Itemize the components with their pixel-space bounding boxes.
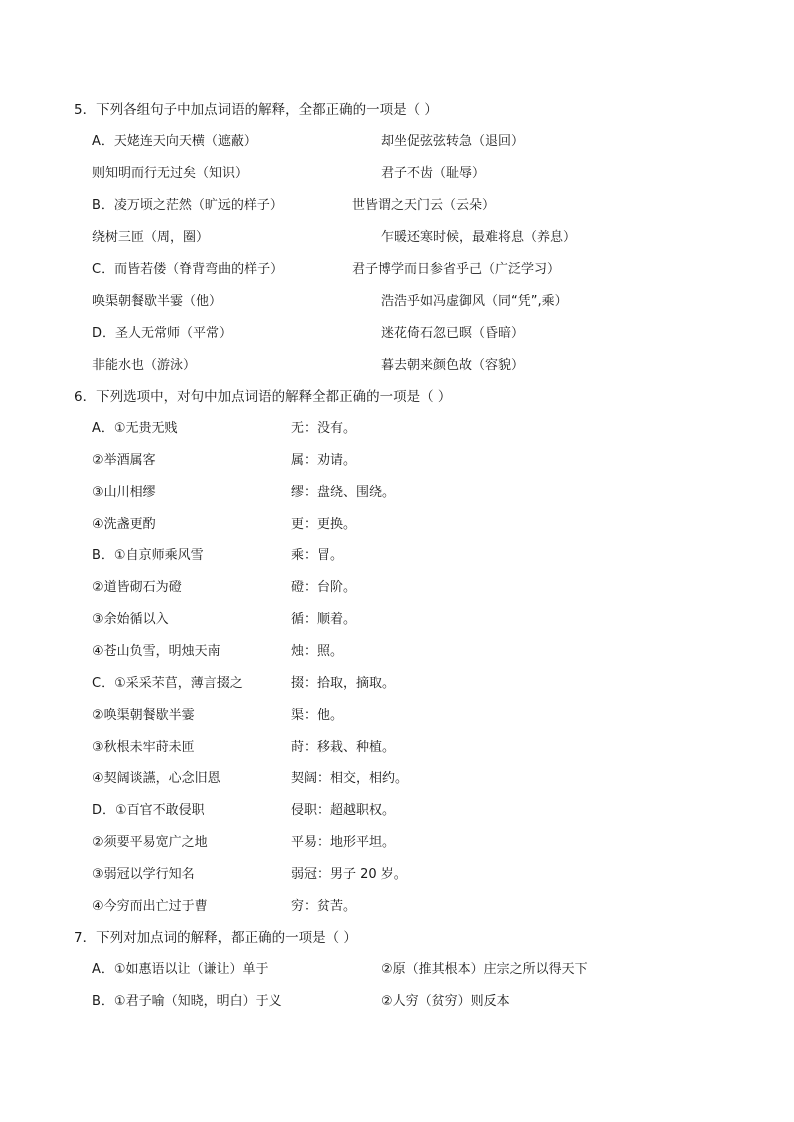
q5-option-d-left-2: 非能水也（游泳） — [92, 358, 197, 373]
q6-row-sentence: ③弱冠以学行知名 — [92, 867, 195, 882]
q6-row-sentence: ④苍山负雪，明烛天南 — [92, 644, 221, 659]
q6-row-gloss: 更：更换。 — [291, 517, 357, 532]
q6-row-sentence: ②唤渠朝餐歇半霎 — [92, 708, 195, 723]
q5-option-d-left: D．圣人无常师（平常） — [92, 326, 233, 341]
q6-row-gloss: 平易：地形平坦。 — [291, 835, 396, 850]
q5-option-a-left: A．天姥连天向天横（遮蔽） — [92, 134, 257, 149]
q7-option-a-right: ②原（推其根本）庄宗之所以得天下 — [381, 962, 588, 977]
q6-row-gloss: 穷：贫苦。 — [291, 899, 357, 914]
q6-row-gloss: 契阔：相交，相约。 — [291, 771, 409, 786]
q5-option-b-right: 世皆谓之天门云（云朵） — [352, 198, 496, 213]
q6-row-sentence: ④今穷而出亡过于曹 — [92, 899, 208, 914]
question-7-stem: 7．下列对加点词的解释，都正确的一项是（ ） — [74, 930, 357, 946]
q6-row-sentence: ②举酒属客 — [92, 453, 156, 468]
q6-row-gloss: 循：顺着。 — [291, 612, 357, 627]
q6-row-gloss: 乘：冒。 — [291, 548, 344, 563]
q6-row-sentence: D．①百官不敢侵职 — [92, 803, 205, 818]
q5-option-c-right-2: 浩浩乎如冯虚御风（同“凭”,乘） — [381, 294, 568, 309]
q5-option-a-right: 却坐促弦弦转急（退回） — [381, 134, 525, 149]
q7-option-b-right: ②人穷（贫穷）则反本 — [381, 994, 510, 1009]
q5-option-c-left-2: 唤渠朝餐歇半霎（他） — [92, 294, 223, 309]
q6-row-sentence: ③山川相缪 — [92, 485, 156, 500]
q6-row-sentence: ③余始循以入 — [92, 612, 169, 627]
q5-option-b-right-2: 乍暖还寒时候，最难将息（养息） — [381, 230, 577, 245]
q5-option-d-right: 迷花倚石忽已暝（昏暗） — [381, 326, 525, 341]
question-5-stem: 5．下列各组句子中加点词语的解释，全都正确的一项是（ ） — [74, 102, 438, 118]
q6-row-gloss: 烛：照。 — [291, 644, 344, 659]
q6-row-gloss: 磴：台阶。 — [291, 580, 357, 595]
q5-option-a-left-2: 则知明而行无过矣（知识） — [92, 166, 249, 181]
q6-row-sentence: C．①采采芣苢，薄言掇之 — [92, 676, 243, 691]
q6-row-gloss: 渠：他。 — [291, 708, 344, 723]
q6-row-sentence: ④契阔谈讌，心念旧恩 — [92, 771, 221, 786]
q7-option-a-left: A．①如惠语以让（谦让）单于 — [92, 962, 269, 977]
q6-row-sentence: ④洗盏更酌 — [92, 517, 156, 532]
q7-option-b-left: B．①君子喻（知晓，明白）于义 — [92, 994, 282, 1009]
q6-row-gloss: 莳：移栽、种植。 — [291, 740, 396, 755]
q5-option-d-right-2: 暮去朝来颜色故（容貌） — [381, 358, 525, 373]
q6-row-sentence: ③秋根未牢莳未匝 — [92, 740, 195, 755]
question-6-stem: 6．下列选项中，对句中加点词语的解释全都正确的一项是（ ） — [74, 389, 452, 405]
q6-row-gloss: 缪：盘绕、围绕。 — [291, 485, 396, 500]
q5-option-c-left: C．而皆若偻（脊背弯曲的样子） — [92, 262, 284, 277]
q6-row-sentence: ②须要平易宽广之地 — [92, 835, 208, 850]
q6-row-sentence: ②道皆砌石为磴 — [92, 580, 182, 595]
q6-row-sentence: A．①无贵无贱 — [92, 421, 178, 436]
q6-row-gloss: 掇：拾取，摘取。 — [291, 676, 396, 691]
q6-row-gloss: 侵职：超越职权。 — [291, 803, 396, 818]
q6-row-gloss: 属：劝请。 — [291, 453, 357, 468]
q5-option-a-right-2: 君子不齿（耻辱） — [381, 166, 486, 181]
q5-option-b-left-2: 绕树三匝（周，圈） — [92, 230, 210, 245]
q6-row-gloss: 弱冠：男子 20 岁。 — [291, 867, 407, 882]
q6-row-gloss: 无：没有。 — [291, 421, 357, 436]
q5-option-c-right: 君子博学而日参省乎己（广泛学习） — [352, 262, 561, 277]
q5-option-b-left: B．凌万顷之茫然（旷远的样子） — [92, 198, 283, 213]
q6-row-sentence: B．①自京师乘风雪 — [92, 548, 204, 563]
